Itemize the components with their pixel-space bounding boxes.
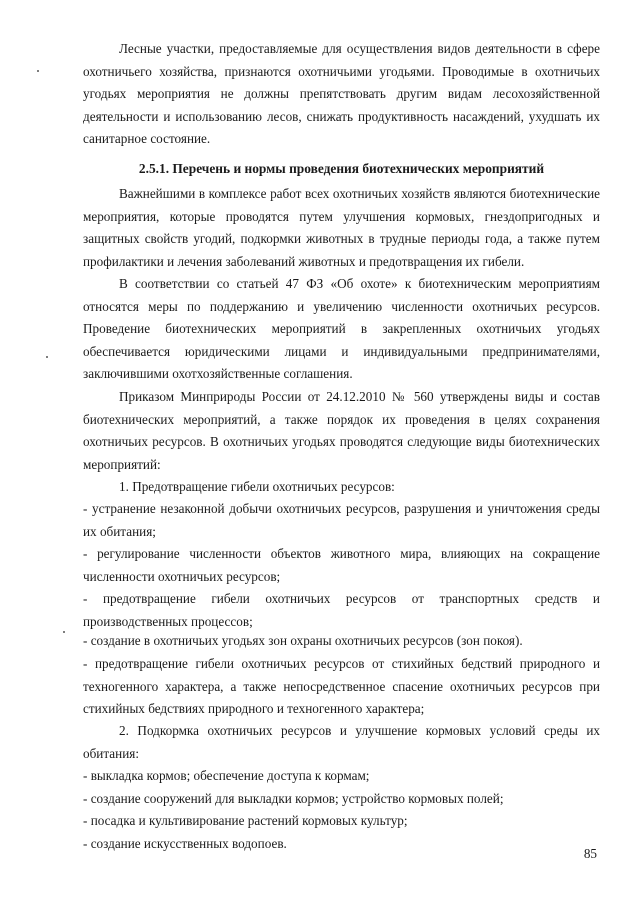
list-2-item: - посадка и культивирование растений кормовых культур; <box>83 813 408 828</box>
paragraph-law-article: В соответствии со статьей 47 ФЗ «Об охоте» к биотехническим мероприятиям относятся меры по поддержанию и увеличению численности охотничьих ресурсов. Проведение биотехнических мероприятий в закрепленных охотничьих угодьях обеспечивается юридическими лицами и индивидуальными предпринимателями, заключившими охотхозяйственные соглашения. <box>83 276 600 382</box>
scan-speck <box>46 356 48 358</box>
list-2-title: 2. Подкормка охотничьих ресурсов и улучшение кормовых условий среды их обитания: <box>83 723 600 761</box>
paragraph-biotech-importance: Важнейшими в комплексе работ всех охотничьих хозяйств являются биотехнические мероприятия, которые проводятся путем улучшения кормовых, гнездопригодных и защитных свойств угодий, подкормки животных в трудные периоды года, а также путем профилактики и лечения заболеваний животных и предотвращения их гибели. <box>83 186 600 269</box>
scan-speck <box>37 70 39 72</box>
list-2-item: - создание сооружений для выкладки кормов; устройство кормовых полей; <box>83 791 504 806</box>
list-2-item: - выкладка кормов; обеспечение доступа к кормам; <box>83 768 370 783</box>
list-1-item: - предотвращение гибели охотничьих ресурсов от транспортных средств и производственных процессов; <box>83 591 600 629</box>
list-1-item: - создание в охотничьих угодьях зон охраны охотничьих ресурсов (зон покоя). <box>83 633 523 648</box>
section-heading: 2.5.1. Перечень и нормы проведения биотехнических мероприятий <box>138 161 545 176</box>
intro-paragraph: Лесные участки, предоставляемые для осуществления видов деятельности в сфере охотничьего хозяйства, признаются охотничьими угодьями. Проводимые в охотничьих угодьях мероприятия не должны препятствовать другим видам лесохозяйственной деятельности и использованию лесов, снижать продуктивность насаждений, ухудшать их санитарное состояние. <box>83 41 600 147</box>
list-2-item: - создание искусственных водопоев. <box>83 836 287 851</box>
list-1-title: 1. Предотвращение гибели охотничьих ресурсов: <box>119 479 395 494</box>
list-1-item: - регулирование численности объектов животного мира, влияющих на сокращение численности охотничьих ресурсов; <box>83 546 600 584</box>
scan-speck <box>63 631 65 633</box>
paragraph-ministry-order: Приказом Минприроды России от 24.12.2010 № 560 утверждены виды и состав биотехнических мероприятий, а также порядок их проведения в целях сохранения охотничьих ресурсов. В охотничьих угодьях проводятся следующие виды биотехнических мероприятий: <box>83 389 600 472</box>
list-1-item: - устранение незаконной добычи охотничьих ресурсов, разрушения и уничтожения среды их обитания; <box>83 501 600 539</box>
list-1-item: - предотвращение гибели охотничьих ресурсов от стихийных бедствий природного и техногенного характера, а также непосредственное спасение охотничьих ресурсов при стихийных бедствиях природного и техногенного характера; <box>83 656 600 717</box>
page-number: 85 <box>583 846 597 861</box>
